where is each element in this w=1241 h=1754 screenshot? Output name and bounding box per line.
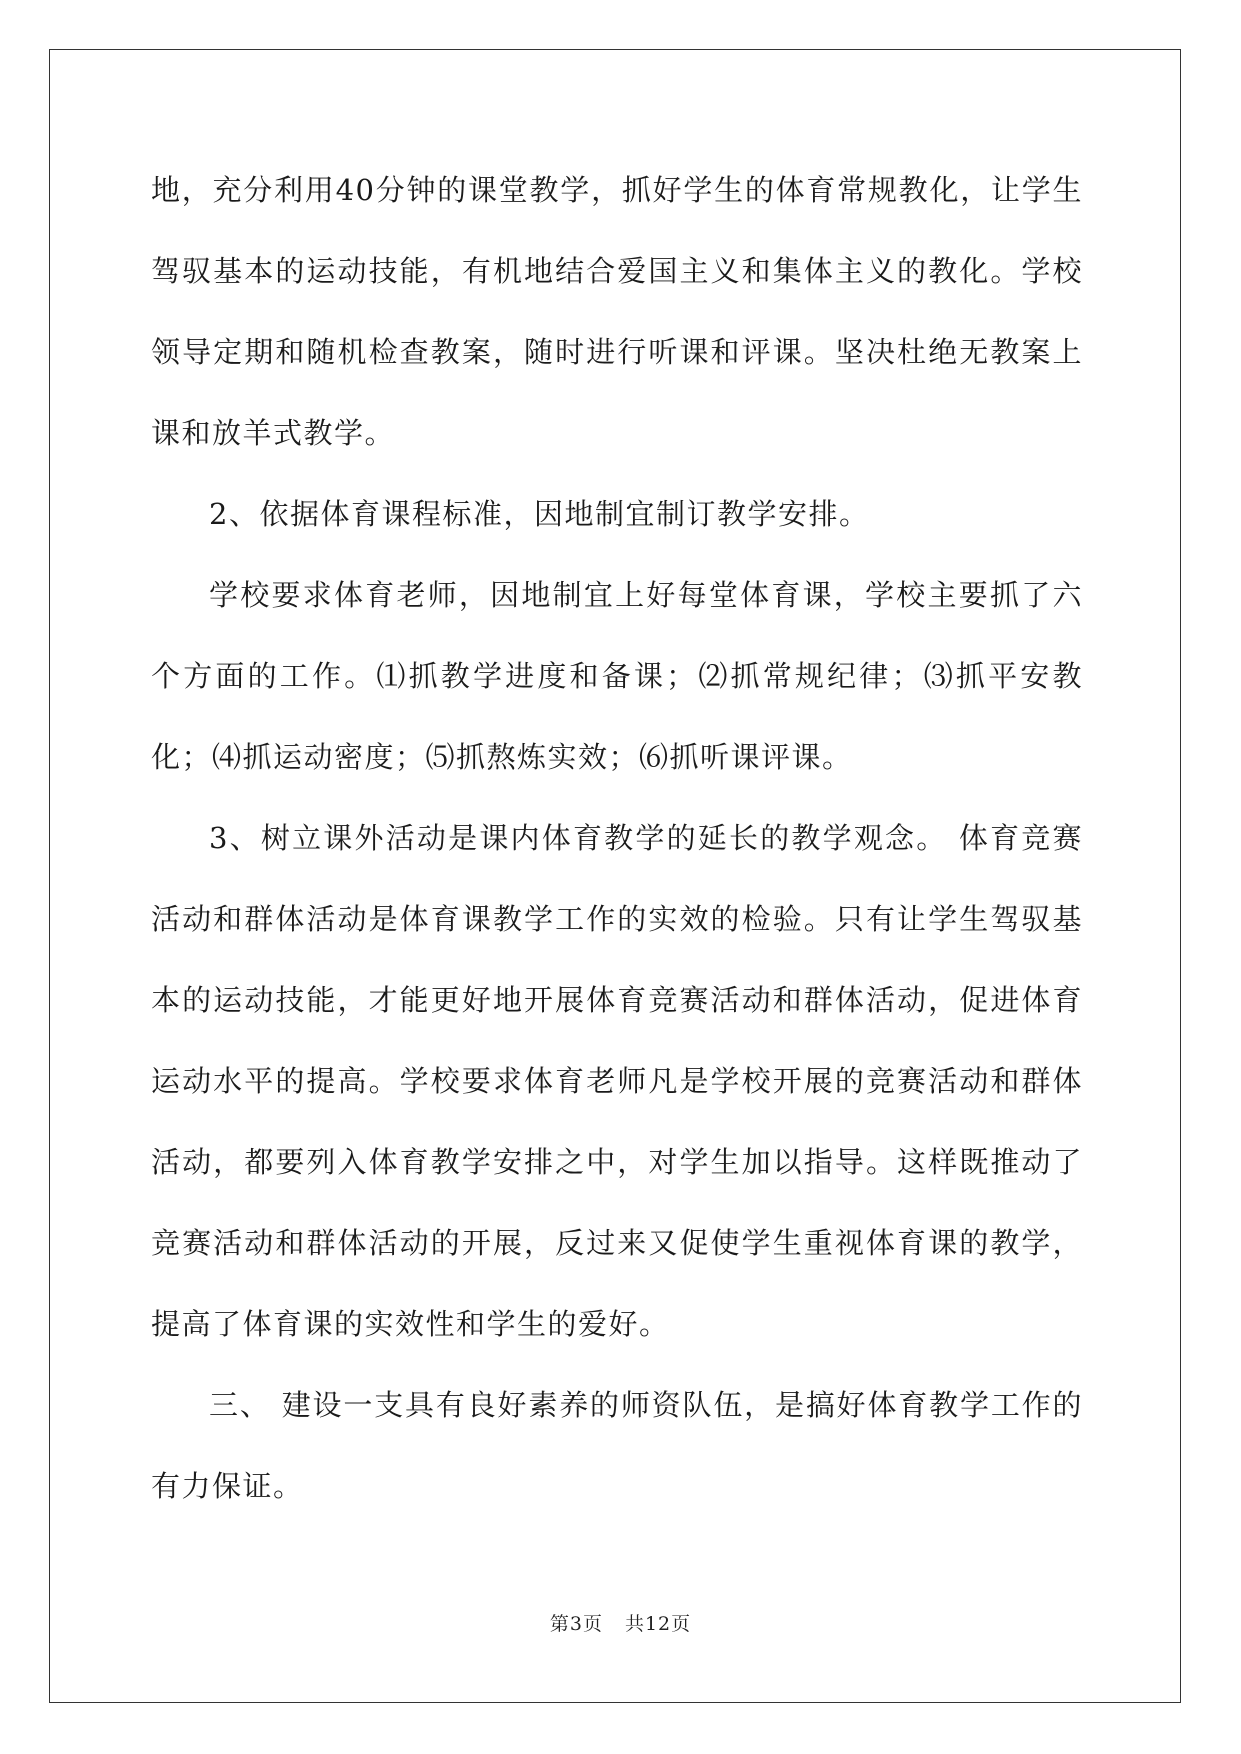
paragraph-section-3: 3、树立课外活动是课内体育教学的延长的教学观念。 体育竞赛活动和群体活动是体育课教学工作的实效的检验。只有让学生驾驭基本的运动技能，才能更好地开展体育竞赛活动和群体活动，促进体育运动水平的提高。学校要求体育老师凡是学校开展的竞赛活动和群体活动，都要列入体育教学安排之中，对学生加以指导。这样既推动了竞赛活动和群体活动的开展，反过来又促使学生重视体育课的教学，提高了体育课的实效性和学生的爱好。 <box>151 821 1083 1341</box>
page-number-total: 共12页 <box>624 1613 692 1635</box>
paragraph-continuation: 地，充分利用40分钟的课堂教学，抓好学生的体育常规教化，让学生驾驭基本的运动技能，有机地结合爱国主义和集体主义的教化。学校领导定期和随机检查教案，随时进行听课和评课。坚决杜绝无教案上课和放羊式教学。 <box>151 173 1083 450</box>
paragraph-section-2-heading: 2、依据体育课程标准，因地制宜制订教学安排。 <box>209 497 870 531</box>
paragraph-six-aspects: 学校要求体育老师，因地制宜上好每堂体育课，学校主要抓了六个方面的工作。⑴抓教学进度和备课；⑵抓常规纪律；⑶抓平安教化；⑷抓运动密度；⑸抓熬炼实效；⑹抓听课评课。 <box>151 578 1083 774</box>
page-footer <box>0 1612 1241 1636</box>
paragraph-section-three-heading: 三、 建设一支具有良好素养的师资队伍，是搞好体育教学工作的有力保证。 <box>151 1388 1083 1503</box>
page-number-current: 第3页 <box>549 1613 603 1635</box>
document-body <box>151 150 1083 1527</box>
